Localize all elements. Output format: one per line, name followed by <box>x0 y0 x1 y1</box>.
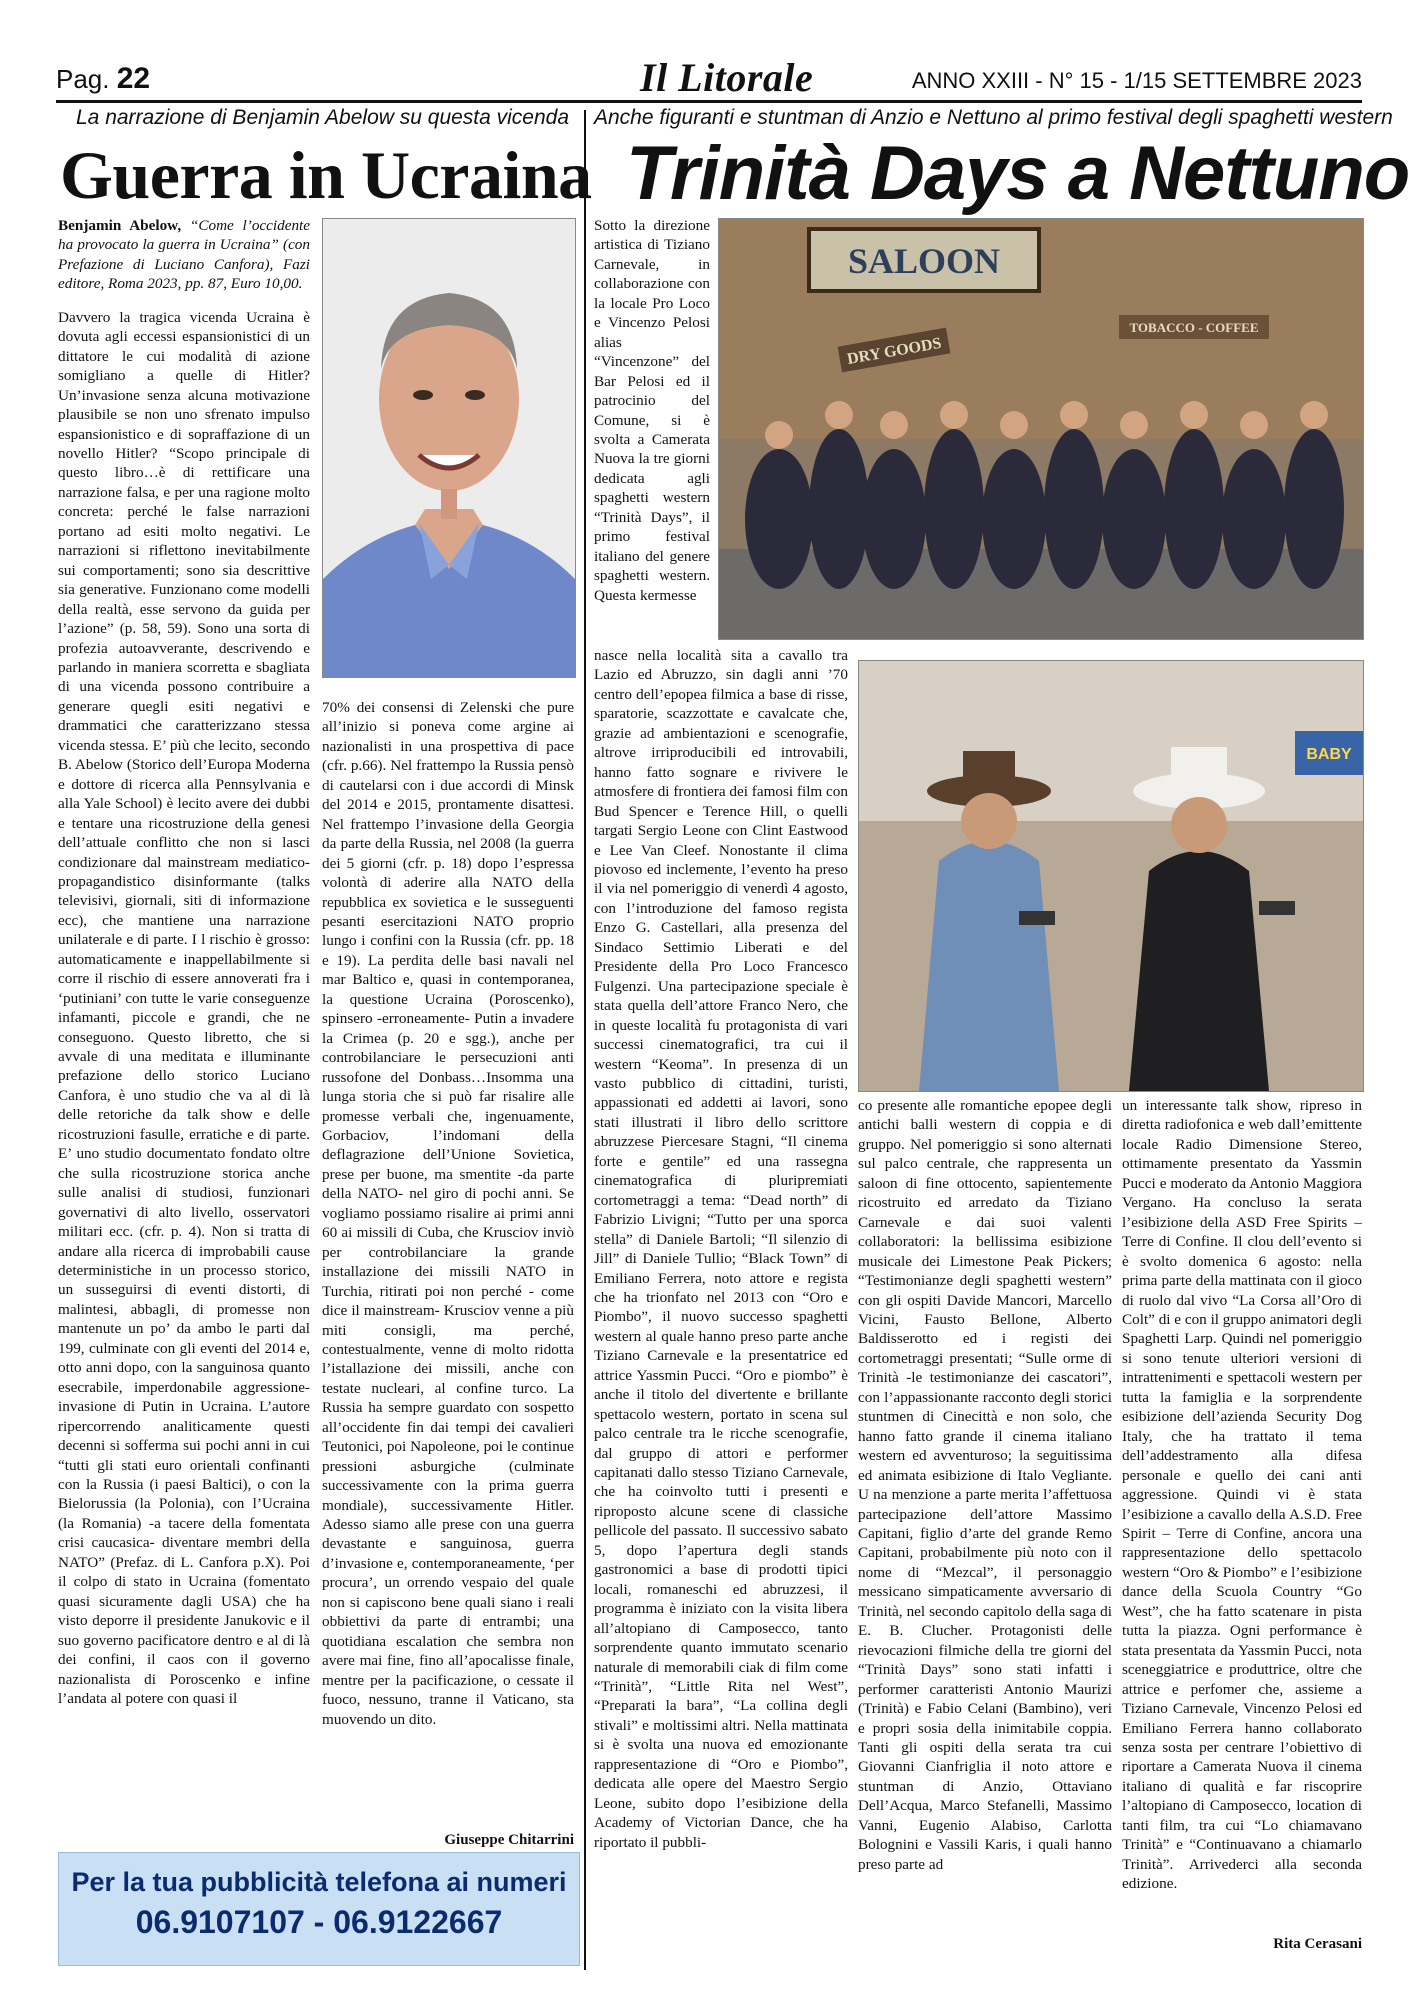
right-col-b-text: co presente alle romantiche epopee degli antichi balli western di coppia e di gruppo. Nel pomeriggio si sono alternati sul palco centrale, che rappresenta un saloon di fine ottocento, sapientemente ricostruito ed arredato da Tiziano Carnevale e dai suoi valenti collaboratori: la bellissima esibizione musicale dei Limestone Peak Pickers; “Testimonianze degli spaghetti western” con gli ospiti Davide Mancori, Marcello Vicini, Fausto Bellone, Alberto Baldisserotto ed i registi dei cortometraggi presentati; “Sulle orme di Trinità -le testimonianze dei cascatori”, con l’appassionante racconto degli storici stuntmen di Cinecittà e non solo, che hanno fatto grande il cinema italiano western ed avventuroso; la seguitissima ed animata esibizione di Italo Vegliante. U na menzione a parte merita l’affettuosa partecipazione dell’attore Massimo Capitani, figlio d’arte del grande Remo Capitani, probabilmente più noto con il nome di “Mezcal”, il personaggio messicano simpaticamente avversario di Trinità, nel secondo capitolo della saga di E. B. Clucher. Protagonisti delle rievocazioni filmiche della tre giorni del “Trinità Days” sono stati infatti i performer caratteristi Antonio Maurizi (Trinità) e Fabio Celani (Bambino), veri e propri sosia della inimitabile coppia. Tanti gli ospiti della serata tra cui Giovanni Cianfriglia il noto attore e stuntman di Anzio, Ottaviano Dell’Acqua, Marco Stefanelli, Massimo Vanni, Eugenio Alabiso, Carlotta Bolognini e Vassili Karis, i quali hanno preso parte ad <box>858 1097 1112 1873</box>
advertising-box <box>58 1852 580 1966</box>
right-signature: Rita Cerasani <box>1273 1936 1362 1952</box>
left-article-col2 <box>322 698 574 1828</box>
sign-saloon: SALOON <box>847 241 1001 281</box>
left-col1-text: Davvero la tragica vicenda Ucraina è dovuta agli eccessi espansionistici di un dittatore le cui modalità di azione somigliano a quelle di Hitler? Un’invasione senza alcuna motivazione plausibile se non uno sfrenato impulso espansionistico e di sopraffazione di un novello Hitler? “Scopo principale di questo libro…è di rettificare una narrazione falsa, e per una ragione molto concreta: perché le false narrazioni portano ad esiti molto negativi. Le narrazioni si riflettono inevitabilmente sui comportamenti; sono sia descrittive sia generative. Funzionano come modelli della realtà, esse servono da guida per l’azione” (p. 58, 59). Sono una sorta di profezia autoavverante, descrivendo e parlando in maniera scorretta e sbagliata di una vicenda possono contribuire a generare quegli esiti negativi e drammatici che caratterizzano stessa vicenda stessa. E’ più che lecito, secondo B. Abelow (Storico dell’Europa Moderna e dottore di ricerca alla Pennsylvania e alla Yale School) è lecito avere dei dubbi e tentare una ricostruzione della genesi dell’attuale conflitto che non si lasci condizionare dal mainstream mediatico-propagandistico disinformante (talks televisivi, giornali, siti di informazione ecc), che mantiene una narrazione unilaterale e di parte. I l rischio è grosso: automaticamente e inappellabilmente si corre il rischio di essere annoverati fra i ‘putiniani’ con tutte le varie conseguenze infamanti, piccole e grandi, che ne conseguono. Questo libretto, che si avvale di una meditata e illuminante prefazione dello storico Luciano Canfora, è uno studio che va al di là delle retoriche da talk show e delle ricostruzioni fasulle, erratiche e di parte. E’ uno studio documentato fondato oltre che sulla ricostruzione storica anche sulle analisi di studiosi, funzionari governativi di alto livello, osservatori militari ecc. (cfr. p. 4). Non si tratta di andare alla ricerca di improbabili cause deterministiche in un processo storico, un susseguirsi di eventi distorti, di malintesi, abbagli, di promesse non mantenute un po’ da ambo le parti dal 199, culminate con gli eventi del 2014 e, otto anni dopo, con la sanguinosa quanto esecrabile, imperdonabile aggressione-invasione di Putin in Ucraina. L’autore ripercorrendo analiticamente questi decenni si sofferma sui pochi anni in cui “tutti gli stati euro orientali confinanti con la Russia (i paesi Baltici), o con la Bielorussia (la Polonia), con l’Ucraina (la Romania) -a tacere della fomentata crisi caucasica- diventare membri della NATO” (Prefaz. di L. Canfora p.X). Poi il colpo di stato in Ucraina (fomentato quasi sicuramente dagli USA) che ha visto deporre il presidente Janukovic e il suo governo pacificatore dentro e al di là dei confini, il caos con il governo nazionalista di Poroscenko e infine l’andata al potere con quasi il <box>58 308 310 1707</box>
right-title: Trinità Days a Nettuno <box>626 131 1410 216</box>
portrait-illustration <box>323 219 575 677</box>
page-number-value: 22 <box>116 62 151 95</box>
book-author: Benjamin Abelow, <box>58 217 182 234</box>
page-number <box>56 62 150 96</box>
right-col-c <box>1122 1096 1362 1926</box>
header-rule <box>56 100 1362 103</box>
saloon-group-photo <box>718 218 1364 640</box>
cowboys-illustration <box>859 661 1363 1091</box>
left-kicker: La narrazione di Benjamin Abelow su questa vicenda <box>76 106 570 129</box>
left-title: Guerra in Ucraina <box>60 137 592 213</box>
column-separator <box>584 110 586 1970</box>
sign-dry-goods: DRY GOODS <box>845 334 943 369</box>
book-reference <box>58 216 310 294</box>
issue-info: ANNO XXIII - N° 15 - 1/15 SETTEMBRE 2023 <box>911 68 1362 93</box>
sign-baby: BABY <box>1306 746 1352 763</box>
right-col-a-top <box>594 216 710 646</box>
cowboys-photo <box>858 660 1364 1092</box>
right-col-c-text: un interessante talk show, ripreso in diretta radiofonica e web dall’emittente locale Radio Dimensione Stereo, ottimamente presentato da Yassmin Pucci e moderato da Antonio Maggiora Vergano. Ha concluso la serata l’esibizione della ASD Free Spirits – Terre di Confine. Il clou dell’evento si è svolto domenica 6 agosto: nella prima parte della mattinata con il gioco di ruolo dal vivo “La Corsa all’Oro di Colt” di e con il gruppo animatori degli Spaghetti Larp. Quindi nel pomeriggio si sono tenute ulteriori versioni di intrattenimenti e spettacoli western per tutta la famiglia e la sorprendente esibizione dell’azienda Security Dog Italy, che ha trattato il tema dell’addestramento alla difesa personale e quello dei cani anti aggressione. Quindi vi è stata l’esibizione a cavallo della A.S.D. Free Spirit – Terre di Confine, ancora una rappresentazione dello spettacolo western “Oro & Piombo” e l’esibizione dance della Scuola Country “Go West”, che ha fatto scatenare in pista tutta la piazza. Ogni performance è stata presentata da Yassmin Pucci, nota sceneggiatrice e produttrice, oltre che attrice e perfomer che, assieme a Tiziano Carnevale, Vincenzo Pelosi ed Emiliano Ferrera hanno collaborato senza sosta per centrare l’obiettivo di riportare a Camerata Nuova il cinema italiano di qualità e far riscoprire l’altopiano di Camposecco, location di tanti film, tra cui “Lo chiamavano Trinità” e “Continuavano a chiamarlo Trinità”. Arrivederci alla seconda edizione. <box>1122 1097 1362 1893</box>
ad-text: Per la tua pubblicità telefona ai numeri <box>71 1867 567 1897</box>
left-article-col1 <box>58 216 310 1820</box>
right-kicker: Anche figuranti e stuntman di Anzio e Nettuno al primo festival degli spaghetti western <box>594 106 1393 129</box>
right-col-a-text: nasce nella località sita a cavallo tra Lazio ed Abruzzo, sin dagli anni ’70 centro dell’epopea filmica a base di risse, sparatorie, scazzottate e cavalcate che, grazie ad ambientazioni e scenografie, altrove irriproducibili ed introvabili, hanno fatto sognare e rivivere le atmosfere di frontiera dei famosi film con Bud Spencer e Terence Hill, o quelli targati Sergio Leone con Clint Eastwood e Lee Van Cleef. Nonostante il clima piovoso ed inclemente, l’evento ha preso il via nel pomeriggio di venerdì 4 agosto, con l’introduzione del famoso regista Enzo G. Castellari, alla presenza del Sindaco Settimio Liberati e del Presidente della Pro Loco Francesco Fulgenzi. Una partecipazione speciale è stata quella dell’attore Franco Nero, che in queste località fu protagonista di vari successi cinematografici, tra cui il western “Keoma”. In presenza di un vasto pubblico di cittadini, turisti, appassionati ed addetti ai lavori, sono stati illustrati il libro dello scrittore abruzzese Piercesare Stagni, “Il cinema forte e gentile” ed una rassegna cinematografica di pluripremiati cortometraggi a tema: “Dead north” di Fabrizio Livigni; “Tutto per una sporca stella” di Daniele Bartoli; “Il silenzio di Jill” di Daniele Tullio; “Black Town” di Emiliano Ferrera, noto attore e regista che ha trionfato nel 2013 con “Oro e Piombo”, il nuovo successo spaghetti western al quale hanno preso parte anche Tiziano Carnevale e la presentatrice ed attrice Yassmin Pucci. “Oro e piombo” è anche il titolo del divertente e brillante spettacolo western, portato in scena sul palco centrale tra le ricche scenografie, dal gruppo di attori e performer capitanati dallo stesso Tiziano Carnevale, che ha coinvolto tutti i presenti e riproposto alcune scene di classiche pellicole del passato. Il successivo sabato 5, dopo l’apertura degli stands gastronomici a base di prodotti tipici locali, romaneschi ed abruzzesi, il programma è iniziato con la visita libera all’altopiano di Camposecco, tanto sorprendente quanto immutato scenario naturale di memorabili ciak di film come “Trinità”, “Little Rita nel West”, “Preparati la bara”, “La collina degli stivali” e moltissimi altri. Nella mattinata si è svolta una nuova ed emozionante rappresentazione di “Oro e Piombo”, dedicata alle opere del Maestro Sergio Leone, subito dopo l’esibizione della Academy of Victorian Dance, che ha riportato il pubbli- <box>594 647 848 1851</box>
right-col-a <box>594 646 848 1966</box>
right-col-a-top-text: Sotto la direzione artistica di Tiziano Carnevale, in collaborazione con la locale Pro Loco e Vincenzo Pelosi alias “Vincenzone” del Bar Pelosi ed il patrocinio del Comune, si è svolta a Camerata Nuova la tre giorni dedicata agli spaghetti western “Trinità Days”, il primo festival italiano del genere spaghetti western. Questa kermesse <box>594 217 710 604</box>
left-signature: Giuseppe Chitarrini <box>444 1832 574 1848</box>
saloon-illustration <box>719 219 1363 639</box>
masthead: Il Litorale <box>640 55 814 100</box>
ad-phone-numbers: 06.9107107 - 06.9122667 <box>135 1904 503 1940</box>
right-col-b <box>858 1096 1112 1942</box>
sign-tobacco: TOBACCO - COFFEE <box>1129 320 1259 335</box>
author-portrait <box>322 218 576 678</box>
page-label: Pag. <box>56 64 110 94</box>
book-details: “Come l’occidente ha provocato la guerra in Ucraina” (con Prefazione di Luciano Canfora), Fazi editore, Roma 2023, pp. 87, Euro 10,00. <box>58 217 310 293</box>
left-col2-text: 70% dei consensi di Zelenski che pure all’inizio si poneva come argine ai nazionalisti in una prospettiva di pace (cfr. p.66). Nel frattempo la Russia pensò di cautelarsi con i due accordi di Minsk del 2014 e 2015, prontamente disattesi. Nel frattempo l’invasione della Georgia da parte della Russia, nel 2008 (la guerra dei 5 giorni (cfr. p. 18) dopo l’espressa volontà di aderire alla NATO della repubblica ex sovietica e le susseguenti pesanti esercitazioni NATO proprio lungo i confini con la Russia (cfr. pp. 18 e 19). La perdita delle basi navali nel mar Baltico e, quasi in contemporanea, la questione Ucraina (Poroscenko), spinsero -erroneamente- Putin a invadere la Crimea (p. 20 e sgg.), anche per controbilanciare le persecuzioni anti russofone del Donbass…Insomma una lunga storia che si può far risalire alle promesse verbali che, ingenuamente, Gorbaciov, l’indomani della deflagrazione dell’Unione Sovietica, prese per buone, ma smentite -da parte della NATO- nel giro di pochi anni. Se vogliamo possiamo risalire ai primi anni 60 ai missili di Cuba, che Krusciov inviò per controbilanciare la grande installazione dei missili NATO in Turchia, ritirati poi non perché - come dice il mainstream- Krusciov venne a più miti consigli, ma perché, contestualmente, venne di molto ridotta l’istallazione dei missili, anche con testate nucleari, al confine turco. La Russia ha sempre guardato con sospetto all’occidente fin dai tempi dei cavalieri Teutonici, poi Napoleone, poi le continue pressioni asburgiche (culminate successivamente con la prima guerra mondiale), successivamente Hitler. Adesso siamo alle prese con una guerra devastante e sanguinosa, guerra d’invasione e, contemporaneamente, ‘per procura’, un orrendo vespaio del quale non si capiscono bene quali siano i reali obbiettivi da parte di entrambi; una quotidiana escalation che sembra non avere mai fine, fino all’apocalisse finale, mentre per la pacificazione, o cessate il fuoco, nessuno, tranne il Vaticano, sta muovendo un dito. <box>322 699 574 1728</box>
